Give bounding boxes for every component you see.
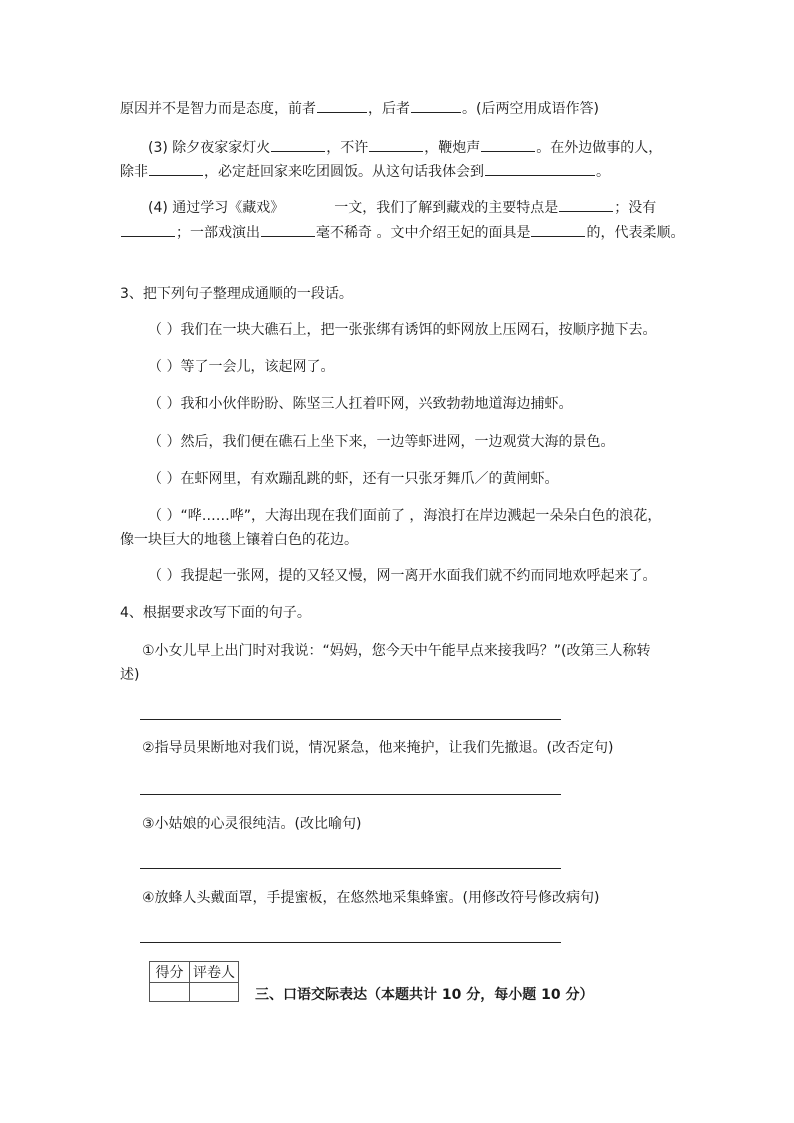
- blank[interactable]: [559, 197, 613, 212]
- score-cell[interactable]: [150, 983, 190, 1002]
- grader-cell[interactable]: [190, 983, 239, 1002]
- q3-item-7: （ ）我提起一张网，提的又轻又慢，网一离开水面我们就不约而同地欢呼起来了。: [148, 568, 657, 584]
- q2-line1-text-c: 。(后两空用成语作答): [462, 101, 599, 117]
- blank[interactable]: [121, 222, 175, 237]
- q3-item-2: （ ）等了一会儿，该起网了。: [148, 359, 335, 375]
- q2-item3-line2: [120, 161, 610, 182]
- q2-item4-text-d: ；一部戏演出: [176, 225, 260, 241]
- q2-item4-text-e: 毫不稀奇 。文中介绍王妃的面具是: [316, 225, 531, 241]
- q2-item3-text-b: ，不许: [326, 140, 369, 156]
- blank[interactable]: [531, 222, 585, 237]
- blank[interactable]: [485, 161, 595, 176]
- q3-item-4: （ ）然后，我们便在礁石上坐下来，一边等虾进网，一边观赏大海的景色。: [148, 434, 615, 450]
- q2-line1: [120, 98, 599, 119]
- answer-line-2[interactable]: [140, 794, 561, 795]
- q2-item4-line1: [148, 197, 656, 218]
- blank[interactable]: [369, 137, 423, 152]
- answer-line-3[interactable]: [140, 868, 561, 869]
- blank[interactable]: [261, 222, 315, 237]
- q2-item3-line1: [148, 137, 662, 158]
- q2-item3-text-d: 。在外边做事的人，: [536, 140, 663, 156]
- q3-item-6-cont: 像一块巨大的地毯上镶着白色的花边。: [120, 532, 358, 548]
- q2-item4-text-f: 的，代表柔顺。: [586, 225, 685, 241]
- q2-item3-text-c: ，鞭炮声: [424, 140, 481, 156]
- q4-sentence-2: ②指导员果断地对我们说，情况紧急，他来掩护，让我们先撤退。(改否定句): [142, 740, 614, 756]
- q3-item-1: （ ）我们在一块大礁石上，把一张张绑有诱饵的虾网放上压网石，按顺序抛下去。: [148, 322, 657, 338]
- q4-sentence-1-cont: 述): [120, 667, 140, 683]
- blank[interactable]: [411, 98, 461, 113]
- q3-heading: 3、把下列句子整理成通顺的一段话。: [120, 286, 353, 302]
- q2-item3-text-f: ，必定赶回家来吃团圆饭。从这句话我体会到: [204, 164, 484, 180]
- q2-line1-text-a: 原因并不是智力而是态度，前者: [120, 101, 316, 117]
- score-header: 得分: [150, 962, 190, 983]
- q2-item3-text-e: 除非: [120, 164, 148, 180]
- q3-item-6: （ ）“哗……哗”，大海出现在我们面前了 ，海浪打在岸边溅起一朵朵白色的浪花，: [148, 508, 662, 524]
- q2-item4-text-b: 一文，我们了解到藏戏的主要特点是: [334, 200, 559, 216]
- grader-header: 评卷人: [190, 962, 239, 983]
- q2-item4-line2: [120, 222, 684, 243]
- blank[interactable]: [481, 137, 535, 152]
- section-3-title: 三、口语交际表达（本题共计 10 分，每小题 10 分）: [255, 987, 594, 1003]
- q4-sentence-4: ④放蜂人头戴面罩，手提蜜板，在悠然地采集蜂蜜。(用修改符号修改病句): [142, 890, 600, 906]
- q4-sentence-1: ①小女儿早上出门时对我说：“妈妈，您今天中午能早点来接我吗？”(改第三人称转: [142, 643, 651, 659]
- answer-line-1[interactable]: [140, 719, 561, 720]
- q2-item4-text-c: ；没有: [614, 200, 657, 216]
- q4-heading: 4、根据要求改写下面的句子。: [120, 605, 311, 621]
- q3-item-5: （ ）在虾网里，有欢蹦乱跳的虾，还有一只张牙舞爪／的黄闸虾。: [148, 471, 559, 487]
- score-box: [149, 961, 239, 1002]
- q2-item4-text-a: (4) 通过学习《藏戏》: [148, 200, 285, 216]
- answer-line-4[interactable]: [140, 942, 561, 943]
- q2-line1-text-b: ，后者: [368, 101, 410, 117]
- q3-item-3: （ ）我和小伙伴盼盼、陈坚三人扛着吓网，兴致勃勃地道海边捕虾。: [148, 396, 573, 412]
- q2-item3-text-g: 。: [596, 164, 610, 180]
- q4-sentence-3: ③小姑娘的心灵很纯洁。(改比喻句): [142, 816, 362, 832]
- blank[interactable]: [271, 137, 325, 152]
- blank[interactable]: [317, 98, 367, 113]
- blank[interactable]: [149, 161, 203, 176]
- q2-item3-text-a: (3) 除夕夜家家灯火: [148, 140, 271, 156]
